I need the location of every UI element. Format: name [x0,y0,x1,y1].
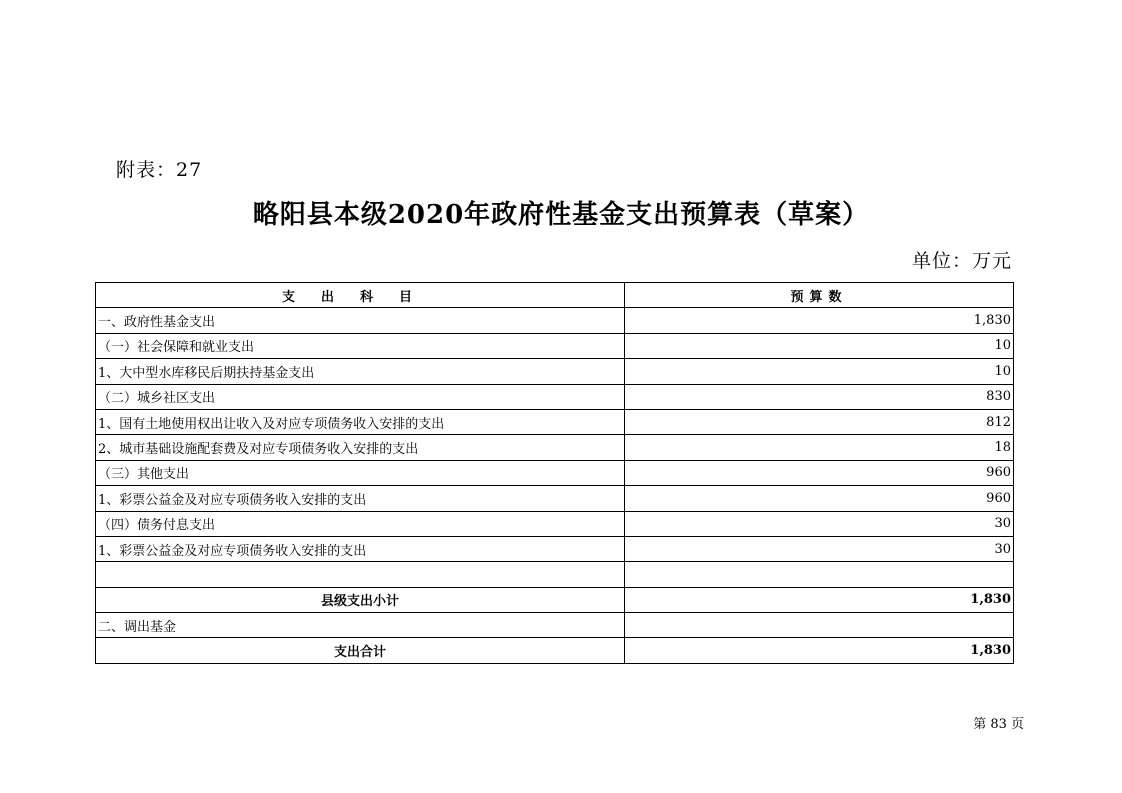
row-label: 一、政府性基金支出 [96,308,625,333]
row-label [96,562,625,587]
unit-label: 单位：万元 [911,250,1012,272]
row-value: 30 [625,511,1014,536]
column-header-subject: 支出科目 [96,283,625,308]
table-row [96,613,1014,638]
row-label: 1、大中型水库移民后期扶持基金支出 [96,359,625,384]
subtotal-label: 县级支出小计 [96,587,625,612]
table-row [96,511,1014,536]
page-number: 第 83 页 [973,717,1024,732]
row-value [625,562,1014,587]
table-header-row [96,283,1014,308]
row-label: 1、国有土地使用权出让收入及对应专项债务收入安排的支出 [96,409,625,434]
table-row [96,536,1014,561]
row-value: 960 [625,460,1014,485]
row-value [625,613,1014,638]
row-label: 1、彩票公益金及对应专项债务收入安排的支出 [96,486,625,511]
row-label: （三）其他支出 [96,460,625,485]
row-value: 30 [625,536,1014,561]
table-row [96,308,1014,333]
column-header-amount: 预算数 [625,283,1014,308]
table-row [96,435,1014,460]
table-row-empty [96,562,1014,587]
row-value: 18 [625,435,1014,460]
table-row [96,359,1014,384]
table-row [96,333,1014,358]
annex-label: 附表：27 [116,159,203,181]
row-label: 1、彩票公益金及对应专项债务收入安排的支出 [96,536,625,561]
row-label: （二）城乡社区支出 [96,384,625,409]
row-label: （四）债务付息支出 [96,511,625,536]
row-value: 830 [625,384,1014,409]
table-row [96,460,1014,485]
row-value: 960 [625,486,1014,511]
row-label: （一）社会保障和就业支出 [96,333,625,358]
row-value: 10 [625,333,1014,358]
table-row [96,486,1014,511]
total-row [96,638,1014,663]
page-title: 略阳县本级2020年政府性基金支出预算表（草案） [252,200,870,230]
row-value: 812 [625,409,1014,434]
table-row [96,384,1014,409]
row-value: 1,830 [625,308,1014,333]
subtotal-value: 1,830 [625,587,1014,612]
table-row [96,409,1014,434]
subtotal-row [96,587,1014,612]
row-label: 二、调出基金 [96,613,625,638]
total-label: 支出合计 [96,638,625,663]
budget-table [95,282,1014,664]
total-value: 1,830 [625,638,1014,663]
row-label: 2、城市基础设施配套费及对应专项债务收入安排的支出 [96,435,625,460]
row-value: 10 [625,359,1014,384]
